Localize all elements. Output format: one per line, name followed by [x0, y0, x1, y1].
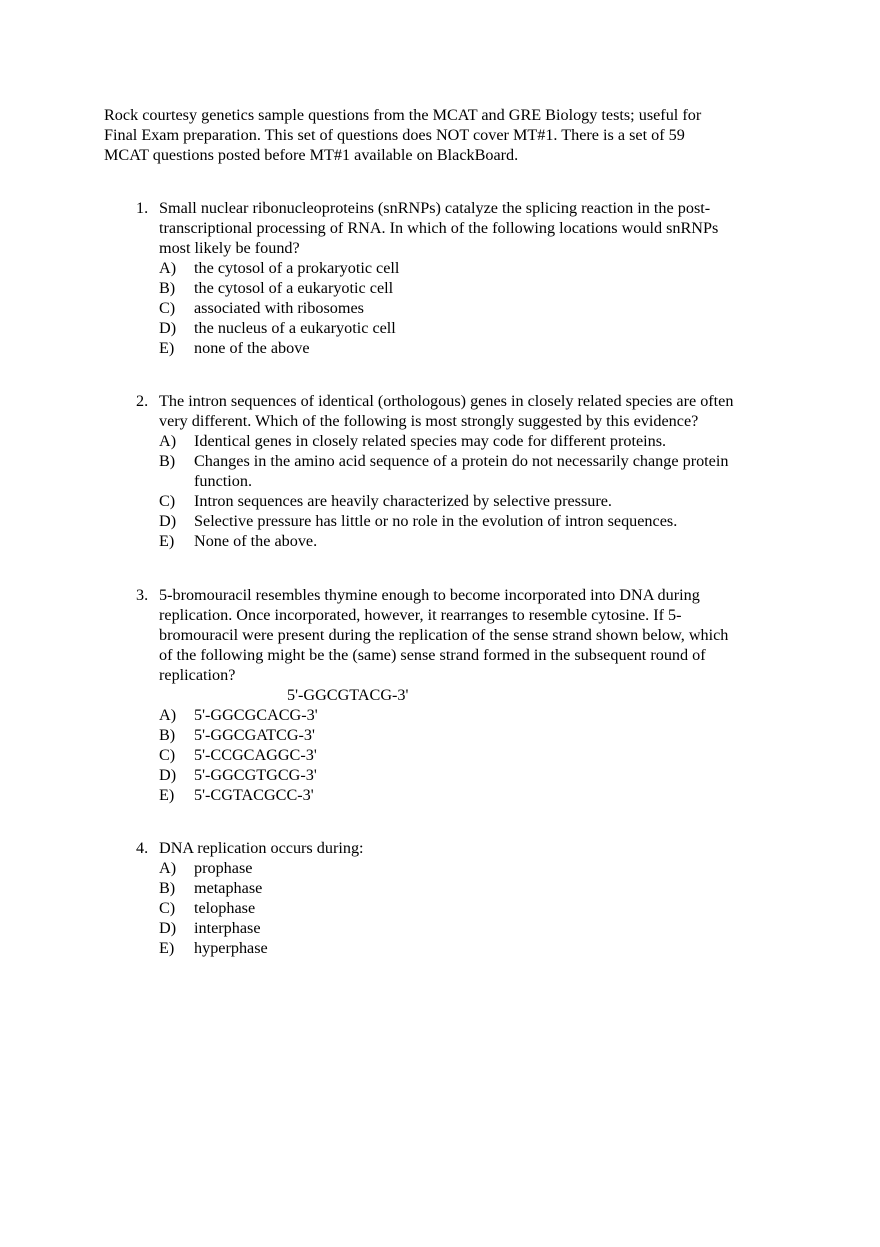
option-text: 5'-GGCGTGCG-3': [194, 766, 317, 784]
option-letter: E): [159, 339, 175, 357]
option-letter: D): [159, 319, 177, 337]
answer-option-d: [159, 318, 776, 338]
question-stem-line: DNA replication occurs during:: [159, 839, 364, 857]
option-text: none of the above: [194, 339, 310, 357]
option-text: Changes in the amino acid sequence of a protein do not necessarily change protein: [194, 452, 729, 470]
option-text: prophase: [194, 859, 253, 877]
option-letter: D): [159, 512, 177, 530]
option-letter: B): [159, 879, 176, 897]
option-text: Identical genes in closely related species may code for different proteins.: [194, 432, 667, 450]
option-text: 5'-CCGCAGGC-3': [194, 746, 317, 764]
question-stem-line: bromouracil were present during the replication of the sense strand shown below, which: [159, 626, 729, 644]
answer-option-d: [159, 918, 776, 938]
question-stem-line: most likely be found?: [159, 239, 300, 257]
option-letter: B): [159, 726, 176, 744]
answer-option-a: [159, 705, 776, 725]
option-letter: D): [159, 766, 177, 784]
option-text: function.: [194, 472, 252, 490]
answer-option-b: [159, 451, 776, 491]
answer-option-c: [159, 491, 776, 511]
option-text: None of the above.: [194, 532, 318, 550]
option-letter: C): [159, 746, 176, 764]
intro-line: Final Exam preparation. This set of questions does NOT cover MT#1. There is a set of 59: [104, 126, 685, 144]
question-stem-line: transcriptional processing of RNA. In which of the following locations would snRNPs: [159, 219, 719, 237]
question-stem: [159, 198, 776, 258]
answer-option-d: [159, 765, 776, 785]
question-3: [136, 585, 776, 805]
option-text: 5'-CGTACGCC-3': [194, 786, 314, 804]
answer-option-a: [159, 258, 776, 278]
answer-option-a: [159, 431, 776, 451]
option-letter: B): [159, 279, 176, 297]
option-text: the cytosol of a eukaryotic cell: [194, 279, 394, 297]
question-stem: [159, 391, 776, 431]
answer-option-c: [159, 298, 776, 318]
answer-option-e: [159, 338, 776, 358]
option-letter: B): [159, 452, 176, 470]
option-letter: C): [159, 299, 176, 317]
intro-line: MCAT questions posted before MT#1 available on BlackBoard.: [104, 146, 519, 164]
answer-option-e: [159, 785, 776, 805]
question-number: 1.: [136, 199, 149, 217]
option-text: Intron sequences are heavily characterized by selective pressure.: [194, 492, 612, 510]
question-number: 4.: [136, 839, 149, 857]
question-1: [136, 198, 776, 358]
option-letter: E): [159, 786, 175, 804]
option-text: associated with ribosomes: [194, 299, 364, 317]
intro-paragraph: [104, 105, 764, 165]
answer-option-d: [159, 511, 776, 531]
question-2: [136, 391, 776, 551]
sense-strand-sequence: 5'-GGCGTACG-3': [287, 686, 409, 704]
answer-options: [159, 858, 776, 958]
answer-option-e: [159, 531, 776, 551]
question-stem-line: very different. Which of the following is most strongly suggested by this evidence?: [159, 412, 699, 430]
question-stem-line: of the following might be the (same) sense strand formed in the subsequent round of: [159, 646, 706, 664]
option-letter: E): [159, 939, 175, 957]
question-number: 2.: [136, 392, 149, 410]
option-letter: E): [159, 532, 175, 550]
answer-option-b: [159, 878, 776, 898]
option-letter: A): [159, 259, 177, 277]
option-text: Selective pressure has little or no role in the evolution of intron sequences.: [194, 512, 678, 530]
answer-option-b: [159, 278, 776, 298]
answer-options: [159, 705, 776, 805]
answer-option-b: [159, 725, 776, 745]
option-text: 5'-GGCGCACG-3': [194, 706, 318, 724]
question-number: 3.: [136, 586, 149, 604]
option-text: the nucleus of a eukaryotic cell: [194, 319, 396, 337]
option-text: 5'-GGCGATCG-3': [194, 726, 315, 744]
answer-options: [159, 258, 776, 358]
question-4: [136, 838, 776, 958]
question-stem-line: replication?: [159, 666, 236, 684]
option-text: interphase: [194, 919, 261, 937]
question-stem: [159, 585, 776, 705]
option-letter: A): [159, 706, 177, 724]
option-letter: C): [159, 899, 176, 917]
intro-line: Rock courtesy genetics sample questions from the MCAT and GRE Biology tests; useful for: [104, 106, 702, 124]
question-stem: [159, 838, 776, 858]
question-stem-line: Small nuclear ribonucleoproteins (snRNPs) catalyze the splicing reaction in the post-: [159, 199, 711, 217]
question-stem-line: The intron sequences of identical (orthologous) genes in closely related species are often: [159, 392, 734, 410]
option-letter: C): [159, 492, 176, 510]
answer-option-c: [159, 898, 776, 918]
option-letter: A): [159, 859, 177, 877]
option-text: hyperphase: [194, 939, 268, 957]
answer-options: [159, 431, 776, 551]
option-text: the cytosol of a prokaryotic cell: [194, 259, 400, 277]
answer-option-c: [159, 745, 776, 765]
answer-option-e: [159, 938, 776, 958]
question-stem-line: replication. Once incorporated, however, it rearranges to resemble cytosine. If 5-: [159, 606, 682, 624]
option-text: metaphase: [194, 879, 263, 897]
option-letter: D): [159, 919, 177, 937]
option-text: telophase: [194, 899, 256, 917]
question-stem-line: 5-bromouracil resembles thymine enough to become incorporated into DNA during: [159, 586, 700, 604]
answer-option-a: [159, 858, 776, 878]
option-letter: A): [159, 432, 177, 450]
